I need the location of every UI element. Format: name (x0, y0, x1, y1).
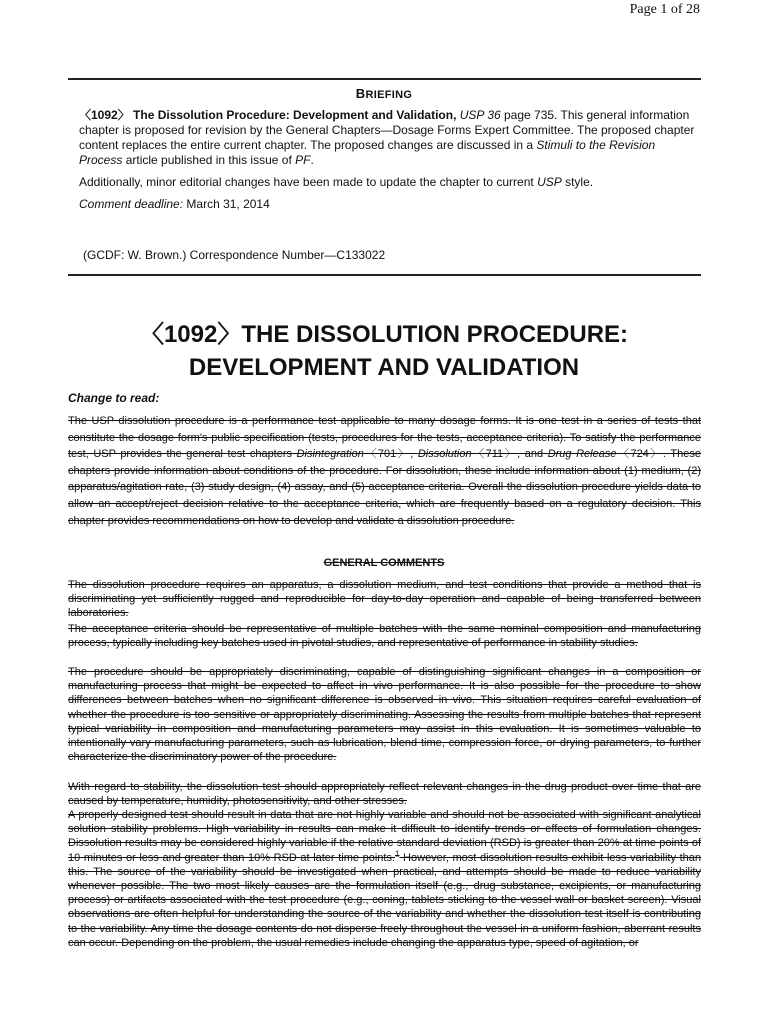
page-number: Page 1 of 28 (629, 2, 700, 17)
footnote-marker[interactable]: 1 (395, 848, 400, 858)
chapter-title: 〈1092〉THE DISSOLUTION PROCEDURE: DEVELOPMENT AND VALIDATION (139, 321, 629, 381)
paragraph-discrimination: The procedure should be appropriately discriminating, capable of distinguishing significant changes in a composition or manufacturing process that might be expected to affect in vivo performance. It is also possible for the procedure to show differences between batches when no significant difference is observed in vivo. This situation requires careful evaluation of whether the procedure is too sensitive or appropriately discriminating. Assessing the results from multiple batches that represent typical variability in composition and manufacturing parameters may assist in this evaluation. It is sometimes valuable to intentionally vary manufacturing parameters, such as lubrication, blend time, compression force, or drying parameters, to further characterize the discriminatory power of the procedure. (68, 666, 701, 764)
correspondence-number: (GCDF: W. Brown.) Correspondence Number—C133022 (83, 248, 386, 262)
paragraph-apparatus: The dissolution procedure requires an apparatus, a dissolution medium, and test conditions that provide a method that is discriminating yet sufficiently rugged and reproducible for day-to-day operation and capable of being transferred between laboratories. (68, 579, 701, 620)
change-to-read-label: Change to read: (68, 391, 160, 405)
briefing-paragraph: 〈1092〉 The Dissolution Procedure: Development and Validation, USP 36 page 735. This general information chapter is proposed for revision by the General Chapters—Dosage Forms Expert Committee. The proposed chapter content replaces the entire current chapter. The proposed changes are discussed in a Stimuli to the Revision Process article published in this issue of PF. (79, 108, 695, 167)
general-comments-heading: GENERAL COMMENTS (323, 557, 445, 569)
editorial-note: Additionally, minor editorial changes have been made to update the chapter to current USP style. (79, 175, 594, 189)
bottom-divider (68, 274, 701, 276)
paragraph-variability: A properly designed test should result in data that are not highly variable and should not be associated with significant analytical solution stability problems. High variability in results can make it difficult to identify trends or effects of formulation changes. Dissolution results may be considered highly variable if the relative standard deviation (RSD) is greater than 20% at time points of 10 minutes or less and greater than 10% RSD at later time points.$^1$ However, most dissolution results exhibit less variability than this. The source of the variability should be investigated when practical, and attempts should be made to reduce variability whenever possible. The two most likely causes are the formulation itself (e.g., drug substance, excipients, or manufacturing process) or artifacts associated with the test procedure (e.g., coning, tablets sticking to the vessel wall or basket screen). Visual observations are often helpful for understanding the source of the variability and whether the dissolution test itself is contributing to the variability. Any time the dosage contents do not disperse freely throughout the vessel in a uniform fashion, aberrant results can occur. Depending on the problem, the usual remedies include changing the apparatus type, speed of agitation, or (68, 809, 701, 949)
paragraph-acceptance: The acceptance criteria should be representative of multiple batches with the same nominal composition and manufacturing process, typically including key batches used in pivotal studies, and representative of performance in stability studies. (68, 623, 701, 650)
paragraph-stability: With regard to stability, the dissolution test should appropriately reflect relevant changes in the drug product over time that are caused by temperature, humidity, photosensitivity, and other stresses. (68, 781, 701, 808)
intro-paragraph: The USP dissolution procedure is a performance test applicable to many dosage forms. It is one test in a series of tests that constitute the dosage form's public specification (tests, procedures for the tests, acceptance criteria). To satisfy the performance test, USP provides the general test chapters Disintegration〈701〉, Dissolution〈711〉, and Drug Release〈724〉. These chapters provide information about conditions of the procedure. For dissolution, these include information about (1) medium, (2) apparatus/agitation rate, (3) study design, (4) assay, and (5) acceptance criteria. Overall the dissolution procedure yields data to allow an accept/reject decision relative to the acceptance criteria, which are frequently based on a regulatory decision. This chapter provides recommendations on how to develop and validate a dissolution procedure. (68, 415, 701, 527)
briefing-heading: BRIEFING (355, 86, 413, 101)
comment-deadline: Comment deadline: March 31, 2014 (79, 197, 270, 211)
top-divider (68, 78, 701, 80)
